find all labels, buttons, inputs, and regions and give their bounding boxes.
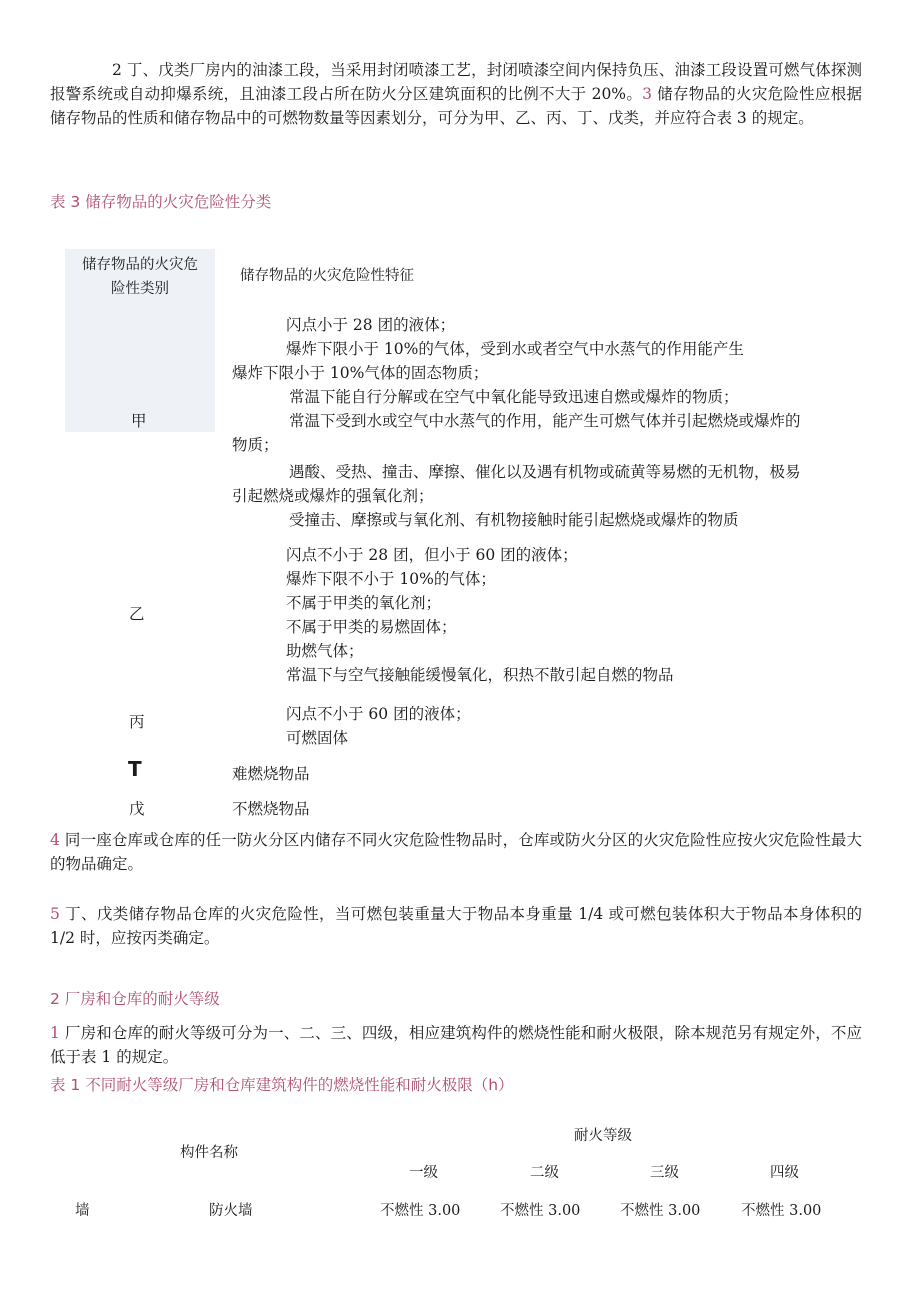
grade-4-header: 四级 bbox=[770, 1165, 799, 1181]
value-grade-2: 不燃性 3.00 bbox=[500, 1203, 581, 1219]
paragraph-text: 丁、戊类储存物品仓库的火灾危险性，当可燃包装重量大于物品本身重量 1/4 或可燃包装体积大于物品本身体积的 1/2 时，应按丙类确定。 bbox=[50, 905, 862, 947]
paragraph-text: 2 丁、戊类厂房内的油漆工段，当采用封闭喷漆工艺，封闭喷漆空间内保持负压、油漆工段设置可燃气体探测报警系统或自动抑爆系统，且油漆工段占所在防火分区建筑面积的比例不大于 20%。 bbox=[50, 61, 862, 103]
clause-4-paragraph bbox=[50, 828, 862, 876]
feature-line: 爆炸下限小于 10%气体的固态物质； bbox=[232, 364, 489, 382]
clause-number: 5 bbox=[50, 905, 60, 923]
category-yi: 乙 bbox=[129, 605, 145, 623]
feature-line: 常温下与空气接触能缓慢氧化，积热不散引起自燃的物品 bbox=[286, 666, 674, 684]
category-ding: T bbox=[128, 757, 142, 781]
clause-5-paragraph bbox=[50, 902, 862, 950]
row-group-wall: 墙 bbox=[75, 1203, 90, 1219]
feature-line: 不属于甲类的易燃固体； bbox=[286, 618, 457, 636]
feature-line: 可燃固体 bbox=[286, 729, 349, 747]
fire-rating-paragraph bbox=[50, 1021, 862, 1069]
feature-line: 爆炸下限不小于 10%的气体； bbox=[286, 570, 496, 588]
section-heading: 2 厂房和仓库的耐火等级 bbox=[50, 990, 220, 1008]
clause-number: 3 bbox=[642, 85, 652, 103]
paragraph-text: 同一座仓库或仓库的任一防火分区内储存不同火灾危险性物品时，仓库或防火分区的火灾危险性应按火灾危险性最大的物品确定。 bbox=[50, 831, 862, 873]
feature-line: 闪点不小于 28 团，但小于 60 团的液体； bbox=[286, 546, 578, 564]
feature-line: 闪点不小于 60 团的液体； bbox=[286, 705, 471, 723]
feature-line: 物质； bbox=[232, 436, 279, 454]
feature-line: 常温下受到水或空气中水蒸气的作用，能产生可燃气体并引起燃烧或爆炸的 bbox=[289, 412, 801, 430]
feature-line: 不燃烧物品 bbox=[232, 800, 310, 818]
value-grade-3: 不燃性 3.00 bbox=[620, 1203, 701, 1219]
category-bing: 丙 bbox=[129, 713, 145, 731]
table3-col1-header bbox=[65, 253, 215, 301]
grade-header: 耐火等级 bbox=[574, 1128, 632, 1144]
intro-paragraph bbox=[50, 58, 862, 130]
category-jia: 甲 bbox=[131, 412, 147, 430]
feature-line: 助燃气体； bbox=[286, 642, 364, 660]
header-line: 储存物品的火灾危 bbox=[82, 257, 198, 273]
feature-line: 爆炸下限小于 10%的气体，受到水或者空气中水蒸气的作用能产生 bbox=[286, 340, 744, 358]
category-wu: 戊 bbox=[129, 800, 145, 818]
value-grade-1: 不燃性 3.00 bbox=[380, 1203, 461, 1219]
table3-caption: 表 3 储存物品的火灾危险性分类 bbox=[50, 193, 272, 211]
clause-number: 1 bbox=[50, 1024, 60, 1042]
paragraph-text: 厂房和仓库的耐火等级可分为一、二、三、四级，相应建筑构件的燃烧性能和耐火极限，除本规范另有规定外，不应低于表 1 的规定。 bbox=[50, 1024, 862, 1066]
grade-1-header: 一级 bbox=[409, 1165, 438, 1181]
header-line: 险性类别 bbox=[111, 281, 169, 297]
feature-line: 难燃烧物品 bbox=[232, 765, 310, 783]
table3-col2-header: 储存物品的火灾危险性特征 bbox=[240, 268, 414, 284]
paragraph-text: 储存物品的火灾危险性应根据储存物品的性质和储存物品中的可燃物数量等因素划分，可分为甲、乙、丙、丁、戊类，并应符合表 3 的规定。 bbox=[50, 85, 862, 127]
feature-line: 受撞击、摩擦或与氧化剂、有机物接触时能引起燃烧或爆炸的物质 bbox=[289, 511, 739, 529]
value-grade-4: 不燃性 3.00 bbox=[741, 1203, 822, 1219]
feature-line: 不属于甲类的氧化剂； bbox=[286, 594, 442, 612]
feature-line: 闪点小于 28 团的液体； bbox=[286, 316, 456, 334]
feature-line: 遇酸、受热、撞击、摩擦、催化以及遇有机物或硫黄等易燃的无机物，极易 bbox=[289, 463, 801, 481]
clause-number: 4 bbox=[50, 831, 60, 849]
table1-caption: 表 1 不同耐火等级厂房和仓库建筑构件的燃烧性能和耐火极限（h） bbox=[50, 1076, 514, 1094]
feature-line: 常温下能自行分解或在空气中氧化能导致迅速自燃或爆炸的物质； bbox=[289, 388, 739, 406]
feature-line: 引起燃烧或爆炸的强氧化剂； bbox=[232, 487, 434, 505]
row-name-firewall: 防火墙 bbox=[209, 1203, 253, 1219]
component-header: 构件名称 bbox=[180, 1145, 238, 1161]
grade-3-header: 三级 bbox=[650, 1165, 679, 1181]
grade-2-header: 二级 bbox=[530, 1165, 559, 1181]
